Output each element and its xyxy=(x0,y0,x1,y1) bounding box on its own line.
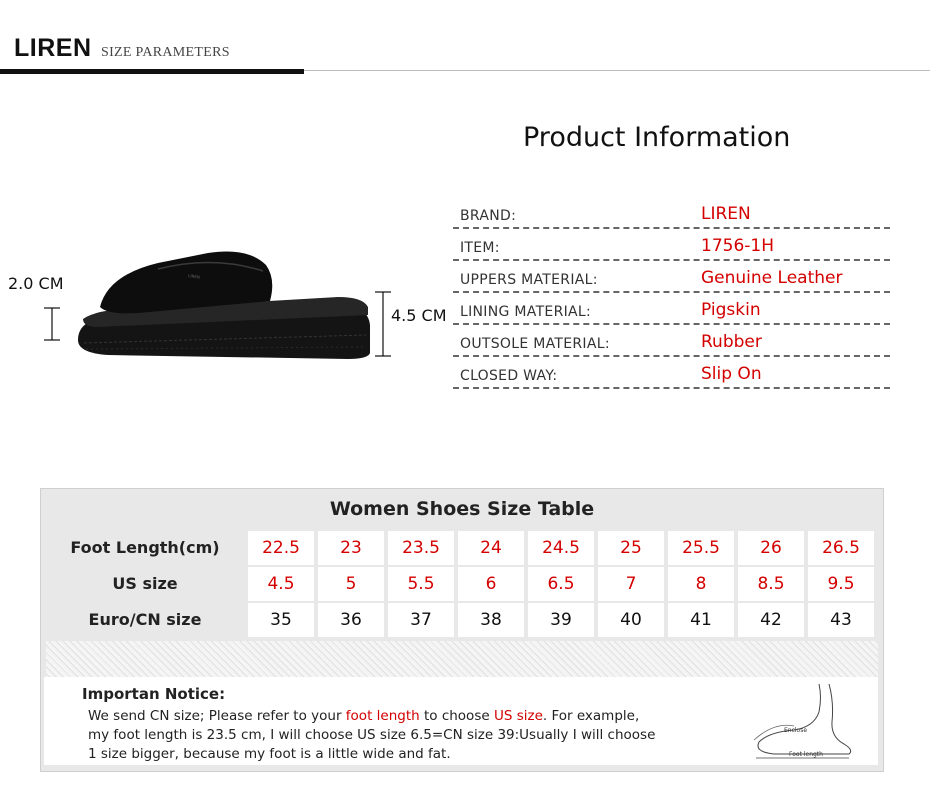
table-cell: 42 xyxy=(738,603,804,637)
info-label: OUTSOLE MATERIAL: xyxy=(460,336,610,352)
size-table xyxy=(40,488,884,772)
info-row-closed-way xyxy=(453,356,890,389)
info-row-lining-material xyxy=(453,292,890,325)
notice-text xyxy=(88,707,708,764)
product-info-title: Product Information xyxy=(523,122,791,153)
row-header: Foot Length(cm) xyxy=(70,538,220,557)
table-row-us-size xyxy=(46,567,878,601)
info-value: Genuine Leather xyxy=(701,268,843,288)
foot-length-label: Foot length xyxy=(789,751,823,758)
table-cell: 8 xyxy=(668,567,734,601)
info-value: Pigskin xyxy=(701,300,761,320)
table-row-euro-cn-size xyxy=(46,603,878,637)
table-cell: 35 xyxy=(248,603,314,637)
table-cell: 23 xyxy=(318,531,384,565)
heel-height-label: 4.5 CM xyxy=(391,306,447,325)
notice-text-segment: . For example, xyxy=(542,708,640,724)
notice-text-segment: to choose xyxy=(419,708,494,724)
table-cell: 25 xyxy=(598,531,664,565)
heel-height-marker xyxy=(375,292,391,356)
row-header: Euro/CN size xyxy=(88,610,202,629)
slipper-image xyxy=(38,235,398,385)
info-label: BRAND: xyxy=(460,208,517,224)
notice-highlight-foot-length: foot length xyxy=(345,708,420,724)
table-cell: 37 xyxy=(388,603,454,637)
notice-box xyxy=(44,677,878,765)
notice-highlight-us-size: US size xyxy=(493,708,543,724)
front-height-label: 2.0 CM xyxy=(8,274,64,293)
table-cell: 22.5 xyxy=(248,531,314,565)
table-cell: 6 xyxy=(458,567,524,601)
table-cell: 26.5 xyxy=(808,531,874,565)
size-table-title: Women Shoes Size Table xyxy=(329,498,595,520)
table-cell: 4.5 xyxy=(248,567,314,601)
table-cell: 5 xyxy=(318,567,384,601)
texture-band xyxy=(46,641,878,677)
info-label: CLOSED WAY: xyxy=(460,368,558,384)
table-row-foot-length xyxy=(46,531,878,565)
table-cell: 39 xyxy=(528,603,594,637)
info-row-brand xyxy=(453,196,890,229)
header-subtitle: SIZE PARAMETERS xyxy=(101,45,230,60)
table-cell: 6.5 xyxy=(528,567,594,601)
header-accent-bar xyxy=(0,69,304,74)
front-height-marker xyxy=(44,308,60,340)
table-cell: 26 xyxy=(738,531,804,565)
info-row-outsole-material xyxy=(453,324,890,357)
info-label: LINING MATERIAL: xyxy=(460,304,592,320)
table-cell: 8.5 xyxy=(738,567,804,601)
info-value: LIREN xyxy=(701,204,751,224)
info-row-uppers-material xyxy=(453,260,890,293)
foot-measurement-illustration xyxy=(734,682,869,762)
table-cell: 5.5 xyxy=(388,567,454,601)
notice-text-line: 1 size bigger, because my foot is a little wide and fat. xyxy=(88,746,451,762)
table-cell: 36 xyxy=(318,603,384,637)
svg-text:LIREN: LIREN xyxy=(187,273,201,280)
table-cell: 24 xyxy=(458,531,524,565)
table-cell: 9.5 xyxy=(808,567,874,601)
row-header: US size xyxy=(112,574,178,593)
table-cell: 7 xyxy=(598,567,664,601)
enclose-label: Enclose xyxy=(784,727,808,734)
info-value: Rubber xyxy=(701,332,762,352)
info-row-item xyxy=(453,228,890,261)
info-value: 1756-1H xyxy=(701,236,774,256)
table-cell: 23.5 xyxy=(388,531,454,565)
brand-title: LIREN xyxy=(14,34,92,62)
notice-title: Importan Notice: xyxy=(82,685,226,703)
table-cell: 38 xyxy=(458,603,524,637)
info-label: ITEM: xyxy=(460,240,500,256)
notice-text-segment: We send CN size; Please refer to your xyxy=(88,708,346,724)
info-value: Slip On xyxy=(701,364,762,384)
notice-text-line: my foot length is 23.5 cm, I will choose US size 6.5=CN size 39:Usually I will choose xyxy=(88,727,656,743)
info-label: UPPERS MATERIAL: xyxy=(460,272,598,288)
table-cell: 25.5 xyxy=(668,531,734,565)
table-cell: 43 xyxy=(808,603,874,637)
table-cell: 41 xyxy=(668,603,734,637)
table-cell: 24.5 xyxy=(528,531,594,565)
table-cell: 40 xyxy=(598,603,664,637)
